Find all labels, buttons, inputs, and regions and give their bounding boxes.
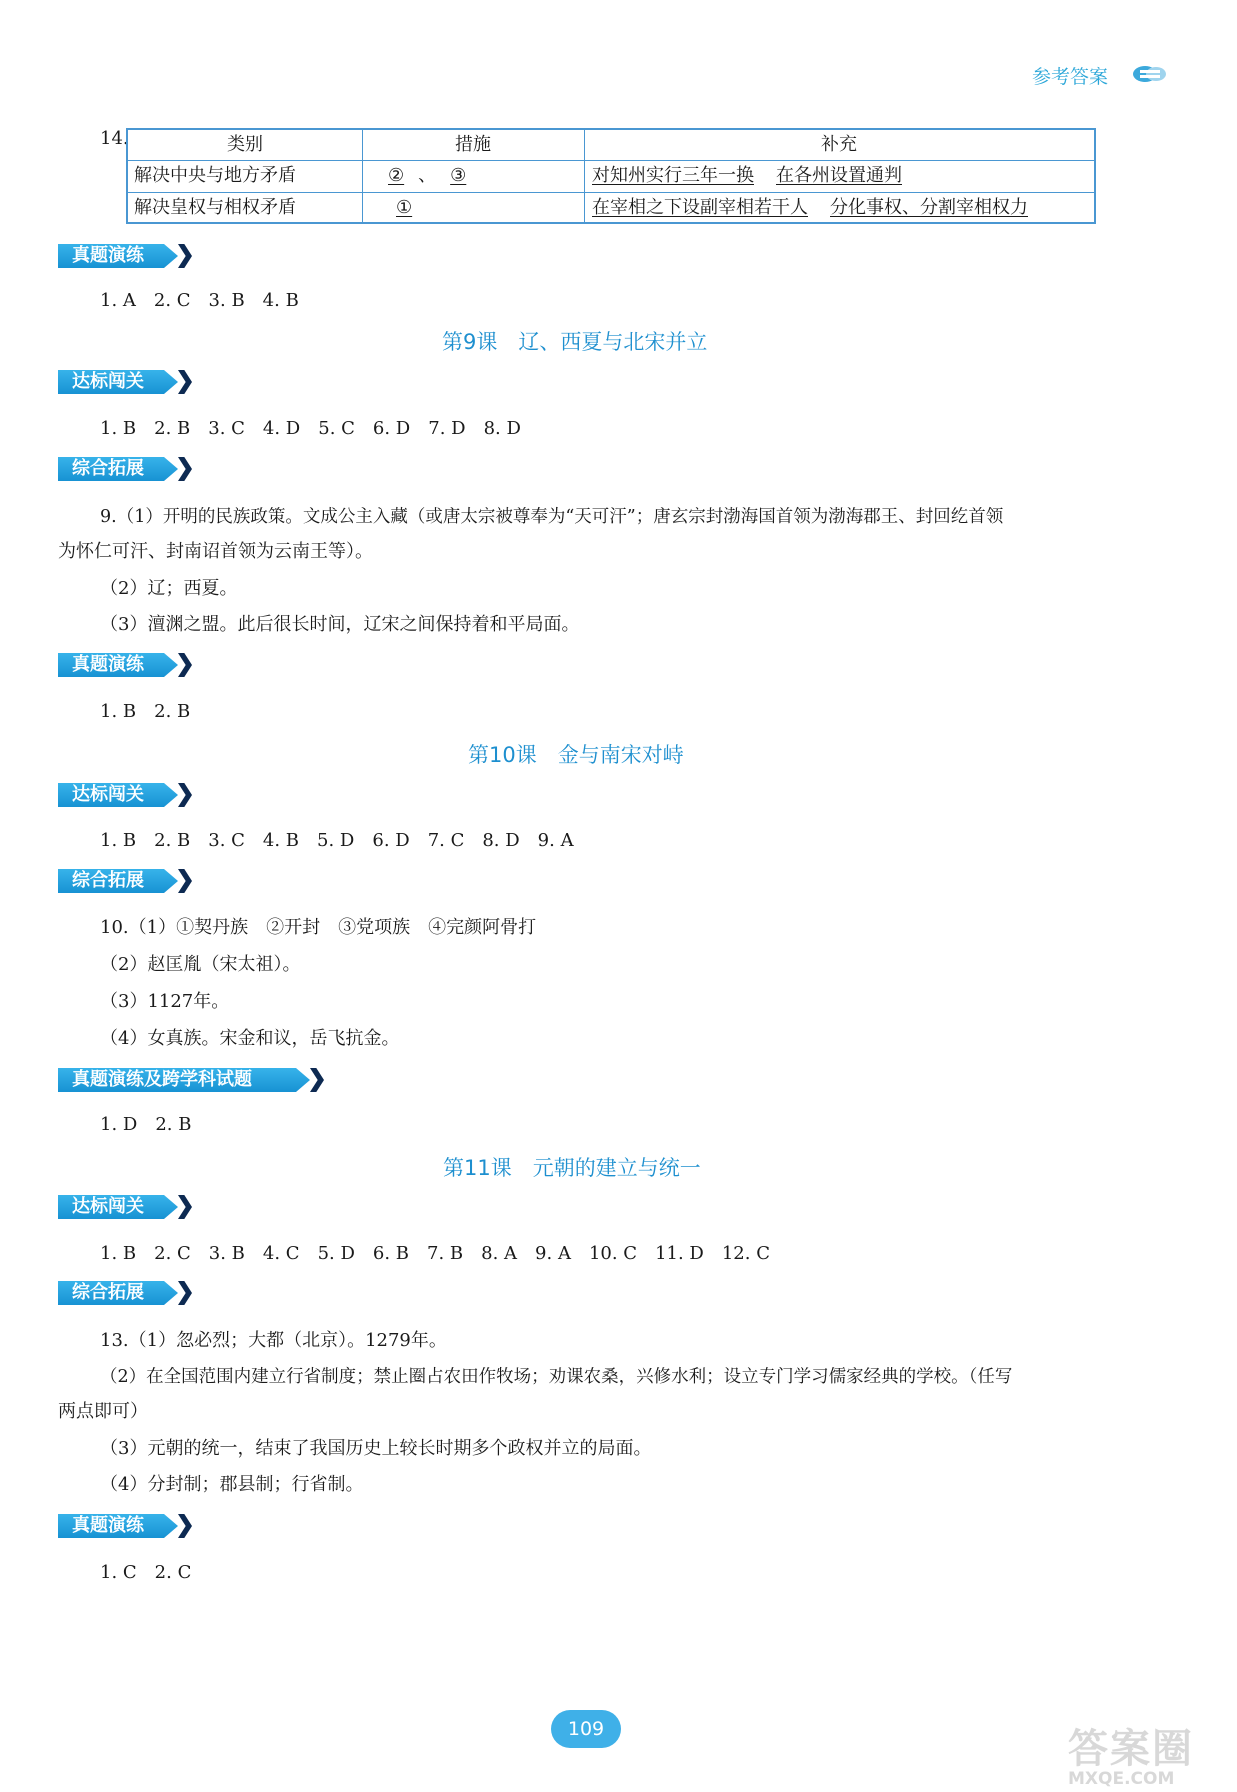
measure-answer: ② — [388, 165, 405, 186]
q14-number: 14. — [100, 128, 129, 149]
section-banner — [58, 242, 194, 270]
answer-line: 1. B 2. B 3. C 4. B 5. D 6. D 7. C 8. D 9. A — [100, 830, 574, 851]
answer-line: 1. B 2. B — [100, 701, 191, 722]
table-cell-supplement — [586, 193, 1028, 223]
section-banner — [58, 1193, 194, 1221]
q14-table — [126, 128, 1096, 224]
section-banner-label: 综合拓展 — [72, 1282, 144, 1303]
answer-line: （4）女真族。宋金和议，岳飞抗金。 — [100, 1028, 400, 1049]
table-cell-supplement — [586, 161, 902, 191]
page-number: 109 — [551, 1710, 621, 1748]
decoration — [178, 1514, 192, 1538]
answer-line: 1. A 2. C 3. B 4. B — [100, 290, 299, 311]
supplement-answer: 对知州实行三年一换 — [592, 165, 754, 186]
section-banner — [58, 368, 194, 396]
section-banner-label: 达标闯关 — [72, 1196, 144, 1217]
section-banner — [58, 1066, 326, 1094]
answer-line: 10.（1）①契丹族 ②开封 ③党项族 ④完颜阿骨打 — [100, 917, 537, 938]
section-banner-label: 综合拓展 — [72, 870, 144, 891]
decoration — [178, 1195, 192, 1219]
watermark-url: MXQE.COM — [1068, 1769, 1175, 1789]
section-banner-label: 综合拓展 — [72, 458, 144, 479]
answer-line: （3）元朝的统一，结束了我国历史上较长时期多个政权并立的局面。 — [100, 1438, 652, 1459]
lesson-title: 第11课 元朝的建立与统一 — [443, 1156, 701, 1180]
answer-line: （2）辽；西夏。 — [100, 578, 238, 599]
answer-line: 1. B 2. C 3. B 4. C 5. D 6. B 7. B 8. A 9. A 10. C 11. D 12. C — [100, 1243, 770, 1264]
table-header-category: 类别 — [227, 134, 263, 155]
decoration — [178, 457, 192, 481]
table-cell-measure — [368, 161, 480, 191]
answer-line: 1. B 2. B 3. C 4. D 5. C 6. D 7. D 8. D — [100, 418, 521, 439]
answer-line: （3）澶渊之盟。此后很长时间，辽宋之间保持着和平局面。 — [100, 614, 580, 635]
decoration — [178, 783, 192, 807]
decoration — [178, 244, 192, 268]
table-cell-measure — [368, 193, 434, 223]
section-banner-label: 真题演练 — [72, 245, 144, 266]
measure-answer: ① — [396, 197, 413, 218]
decoration — [178, 653, 192, 677]
measure-answer: ③ — [450, 165, 467, 186]
section-banner-label: 真题演练 — [72, 654, 144, 675]
supplement-answer: 分化事权、分割宰相权力 — [830, 197, 1028, 218]
section-banner — [58, 1279, 194, 1307]
section-banner-label: 达标闯关 — [72, 784, 144, 805]
section-banner — [58, 455, 194, 483]
answer-line: 为怀仁可汗、封南诏首领为云南王等）。 — [58, 541, 373, 562]
watermark-logo: 答案圈 — [1068, 1726, 1194, 1772]
table-cell-category: 解决中央与地方矛盾 — [134, 165, 296, 186]
answer-line: 两点即可） — [58, 1401, 148, 1422]
answer-line: （4）分封制；郡县制；行省制。 — [100, 1474, 364, 1495]
section-banner-label: 真题演练及跨学科试题 — [72, 1069, 252, 1090]
answer-line: （2）赵匡胤（宋太祖）。 — [100, 954, 301, 975]
answer-line: 13.（1）忽必烈；大都（北京）。1279年。 — [100, 1330, 447, 1351]
lesson-title: 第10课 金与南宋对峙 — [468, 743, 684, 767]
answer-line: 9.（1）开明的民族政策。文成公主入藏（或唐太宗被尊奉为“天可汗”；唐玄宗封渤海国首领为渤海郡王、封回纥首领 — [100, 507, 1004, 527]
books-icon — [1132, 64, 1168, 84]
answer-line: （3）1127年。 — [100, 991, 230, 1012]
decoration — [310, 1068, 324, 1092]
section-banner-label: 真题演练 — [72, 1515, 144, 1536]
section-banner — [58, 867, 194, 895]
section-banner — [58, 1512, 194, 1540]
decoration — [178, 370, 192, 394]
measure-separator: 、 — [418, 165, 437, 186]
answer-line: 1. C 2. C — [100, 1562, 192, 1583]
answer-line: 1. D 2. B — [100, 1114, 192, 1135]
lesson-title: 第9课 辽、西夏与北宋并立 — [442, 330, 708, 354]
section-banner — [58, 781, 194, 809]
header-label: 参考答案 — [1032, 66, 1109, 88]
decoration — [178, 869, 192, 893]
section-banner-label: 达标闯关 — [72, 371, 144, 392]
section-banner — [58, 651, 194, 679]
supplement-answer: 在宰相之下设副宰相若干人 — [592, 197, 808, 218]
decoration — [178, 1281, 192, 1305]
table-cell-category: 解决皇权与相权矛盾 — [134, 197, 296, 218]
watermark — [1068, 1728, 1194, 1788]
table-header-supplement: 补充 — [821, 134, 857, 155]
supplement-answer: 在各州设置通判 — [776, 165, 902, 186]
table-header-measure: 措施 — [455, 134, 491, 155]
answer-line: （2）在全国范围内建立行省制度；禁止圈占农田作牧场；劝课农桑，兴修水利；设立专门学习儒家经典的学校。（任写 — [100, 1367, 1013, 1387]
